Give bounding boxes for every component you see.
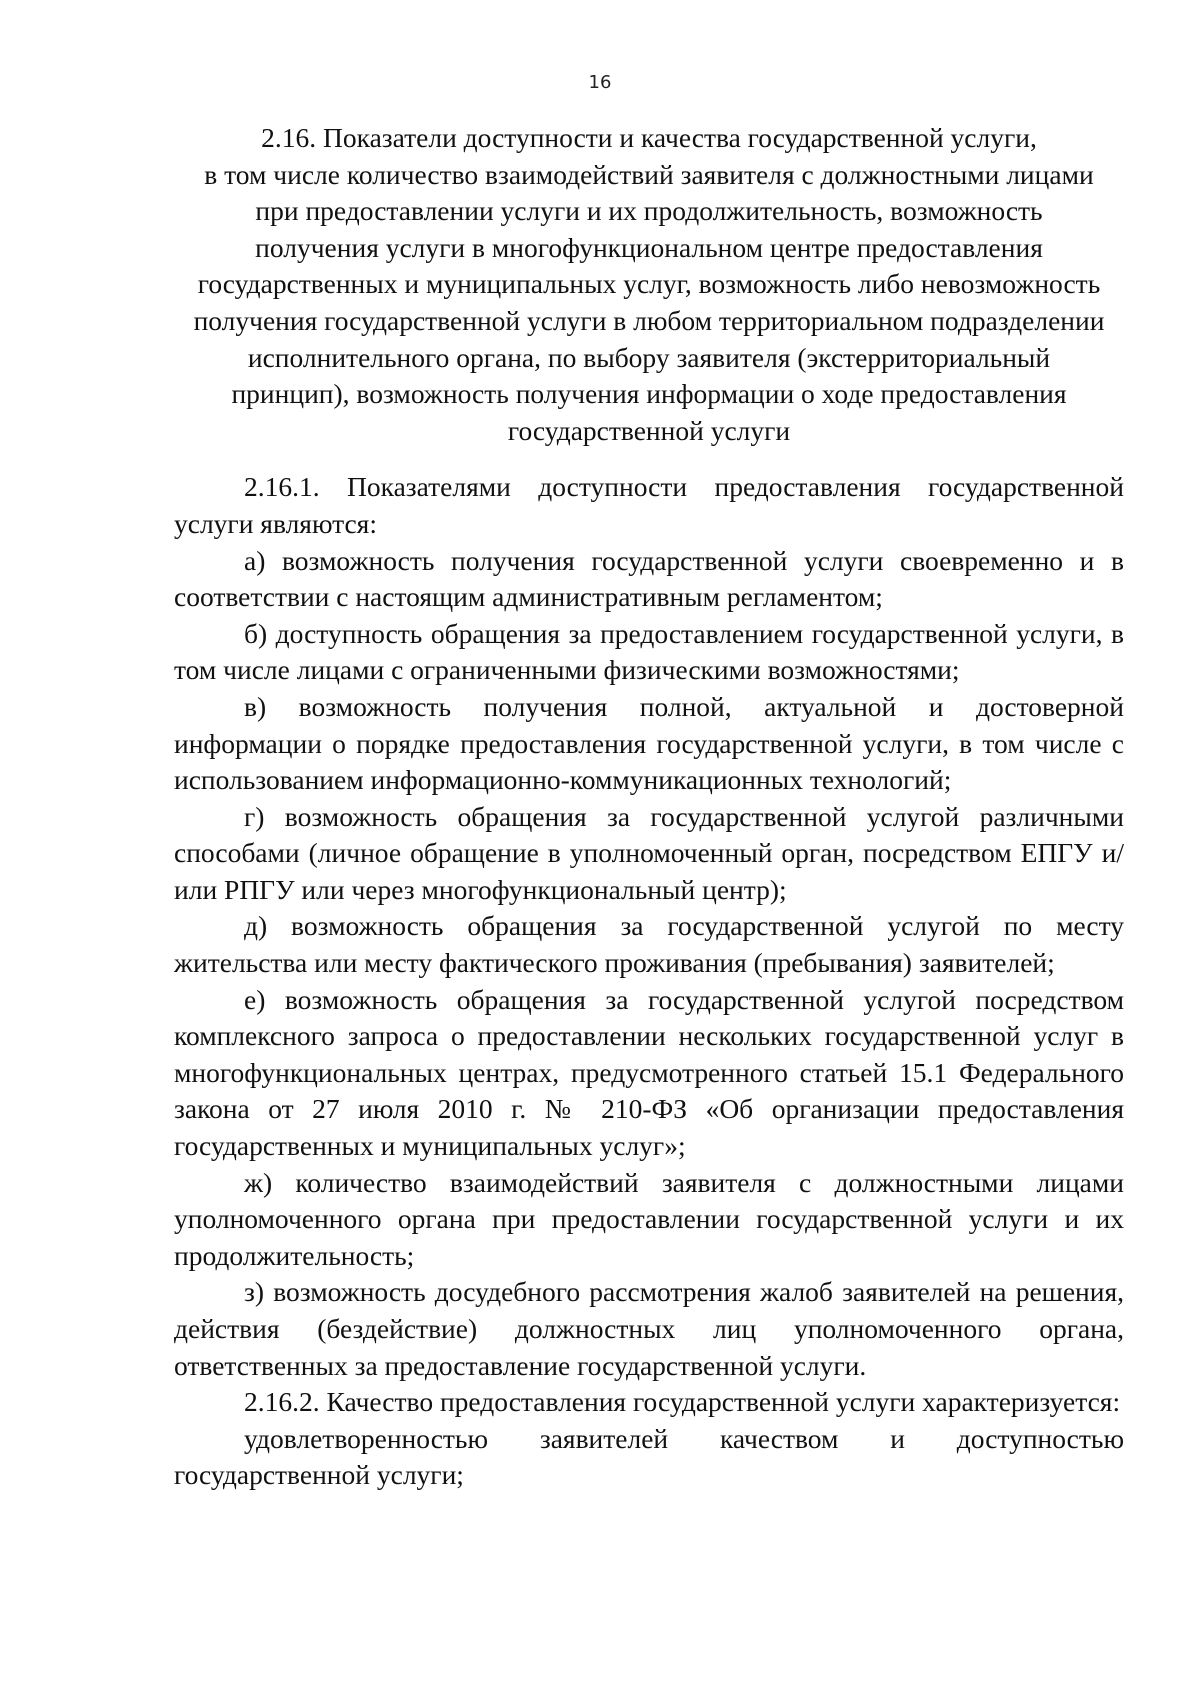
heading-line: государственных и муниципальных услуг, возможность либо невозможность [197, 268, 1101, 300]
paragraph-satisfaction: удовлетворенностью заявителей качеством и доступностью государственной услуги; [174, 1422, 1124, 1491]
heading-line: получения государственной услуги в любом территориальном подразделении [193, 304, 1105, 336]
heading-line: принцип), возможность получения информации о ходе предоставления [231, 378, 1067, 410]
document-body [174, 120, 1124, 1494]
heading-line: исполнительного органа, по выбору заявителя (экстерриториальный [247, 341, 1051, 373]
page-number: 16 [588, 72, 612, 93]
list-item-z: з) возможность досудебного рассмотрения жалоб заявителей на решения, действия (бездействие) должностных лиц уполномоченного органа, ответственных за предоставление государственной услуги. [174, 1276, 1124, 1381]
list-item-e: е) возможность обращения за государственной услугой посредством комплексного запроса о предоставлении нескольких государственной услуг в многофункциональных центрах, предусмотренного статьей 15.1 Федерального закона от 27 июля 2010 г. № 210-ФЗ «Об организации предоставления государственных и муниципальных услуг»; [174, 983, 1124, 1162]
heading-line: при предоставлении услуги и их продолжительность, возможность [255, 195, 1043, 227]
list-item-v: в) возможность получения полной, актуальной и достоверной информации о порядке предоставления государственной услуги, в том числе с использованием информационно-коммуникационных технологий; [174, 690, 1124, 796]
list-item-g: г) возможность обращения за государственной услугой различными способами (личное обращение в уполномоченный орган, посредством ЕПГУ и/или РПГУ или через многофункциональный центр); [174, 800, 1124, 905]
list-item-b: б) доступность обращения за предоставлением государственной услуги, в том числе лицами с ограниченными физическими возможностями; [174, 617, 1124, 686]
section-heading [174, 120, 1124, 449]
heading-line: получения услуги в многофункциональном центре предоставления [255, 231, 1043, 263]
list-item-zh: ж) количество взаимодействий заявителя с должностными лицами уполномоченного органа при предоставлении государственной услуги и их продолжительность; [174, 1166, 1124, 1271]
list-item-a: а) возможность получения государственной услуги своевременно и в соответствии с настоящим административным регламентом; [174, 544, 1124, 613]
paragraph-2-16-1: 2.16.1. Показателями доступности предоставления государственной услуги являются: [174, 471, 1124, 539]
heading-line: в том числе количество взаимодействий заявителя с должностными лицами [204, 158, 1094, 190]
list-item-d: д) возможность обращения за государственной услугой по месту жительства или месту фактического проживания (пребывания) заявителей; [174, 910, 1124, 979]
heading-line: государственной услуги [507, 414, 791, 446]
heading-line: 2.16. Показатели доступности и качества государственной услуги, [261, 122, 1037, 153]
paragraph-2-16-2: 2.16.2. Качество предоставления государственной услуги характеризуется: [244, 1386, 1121, 1418]
